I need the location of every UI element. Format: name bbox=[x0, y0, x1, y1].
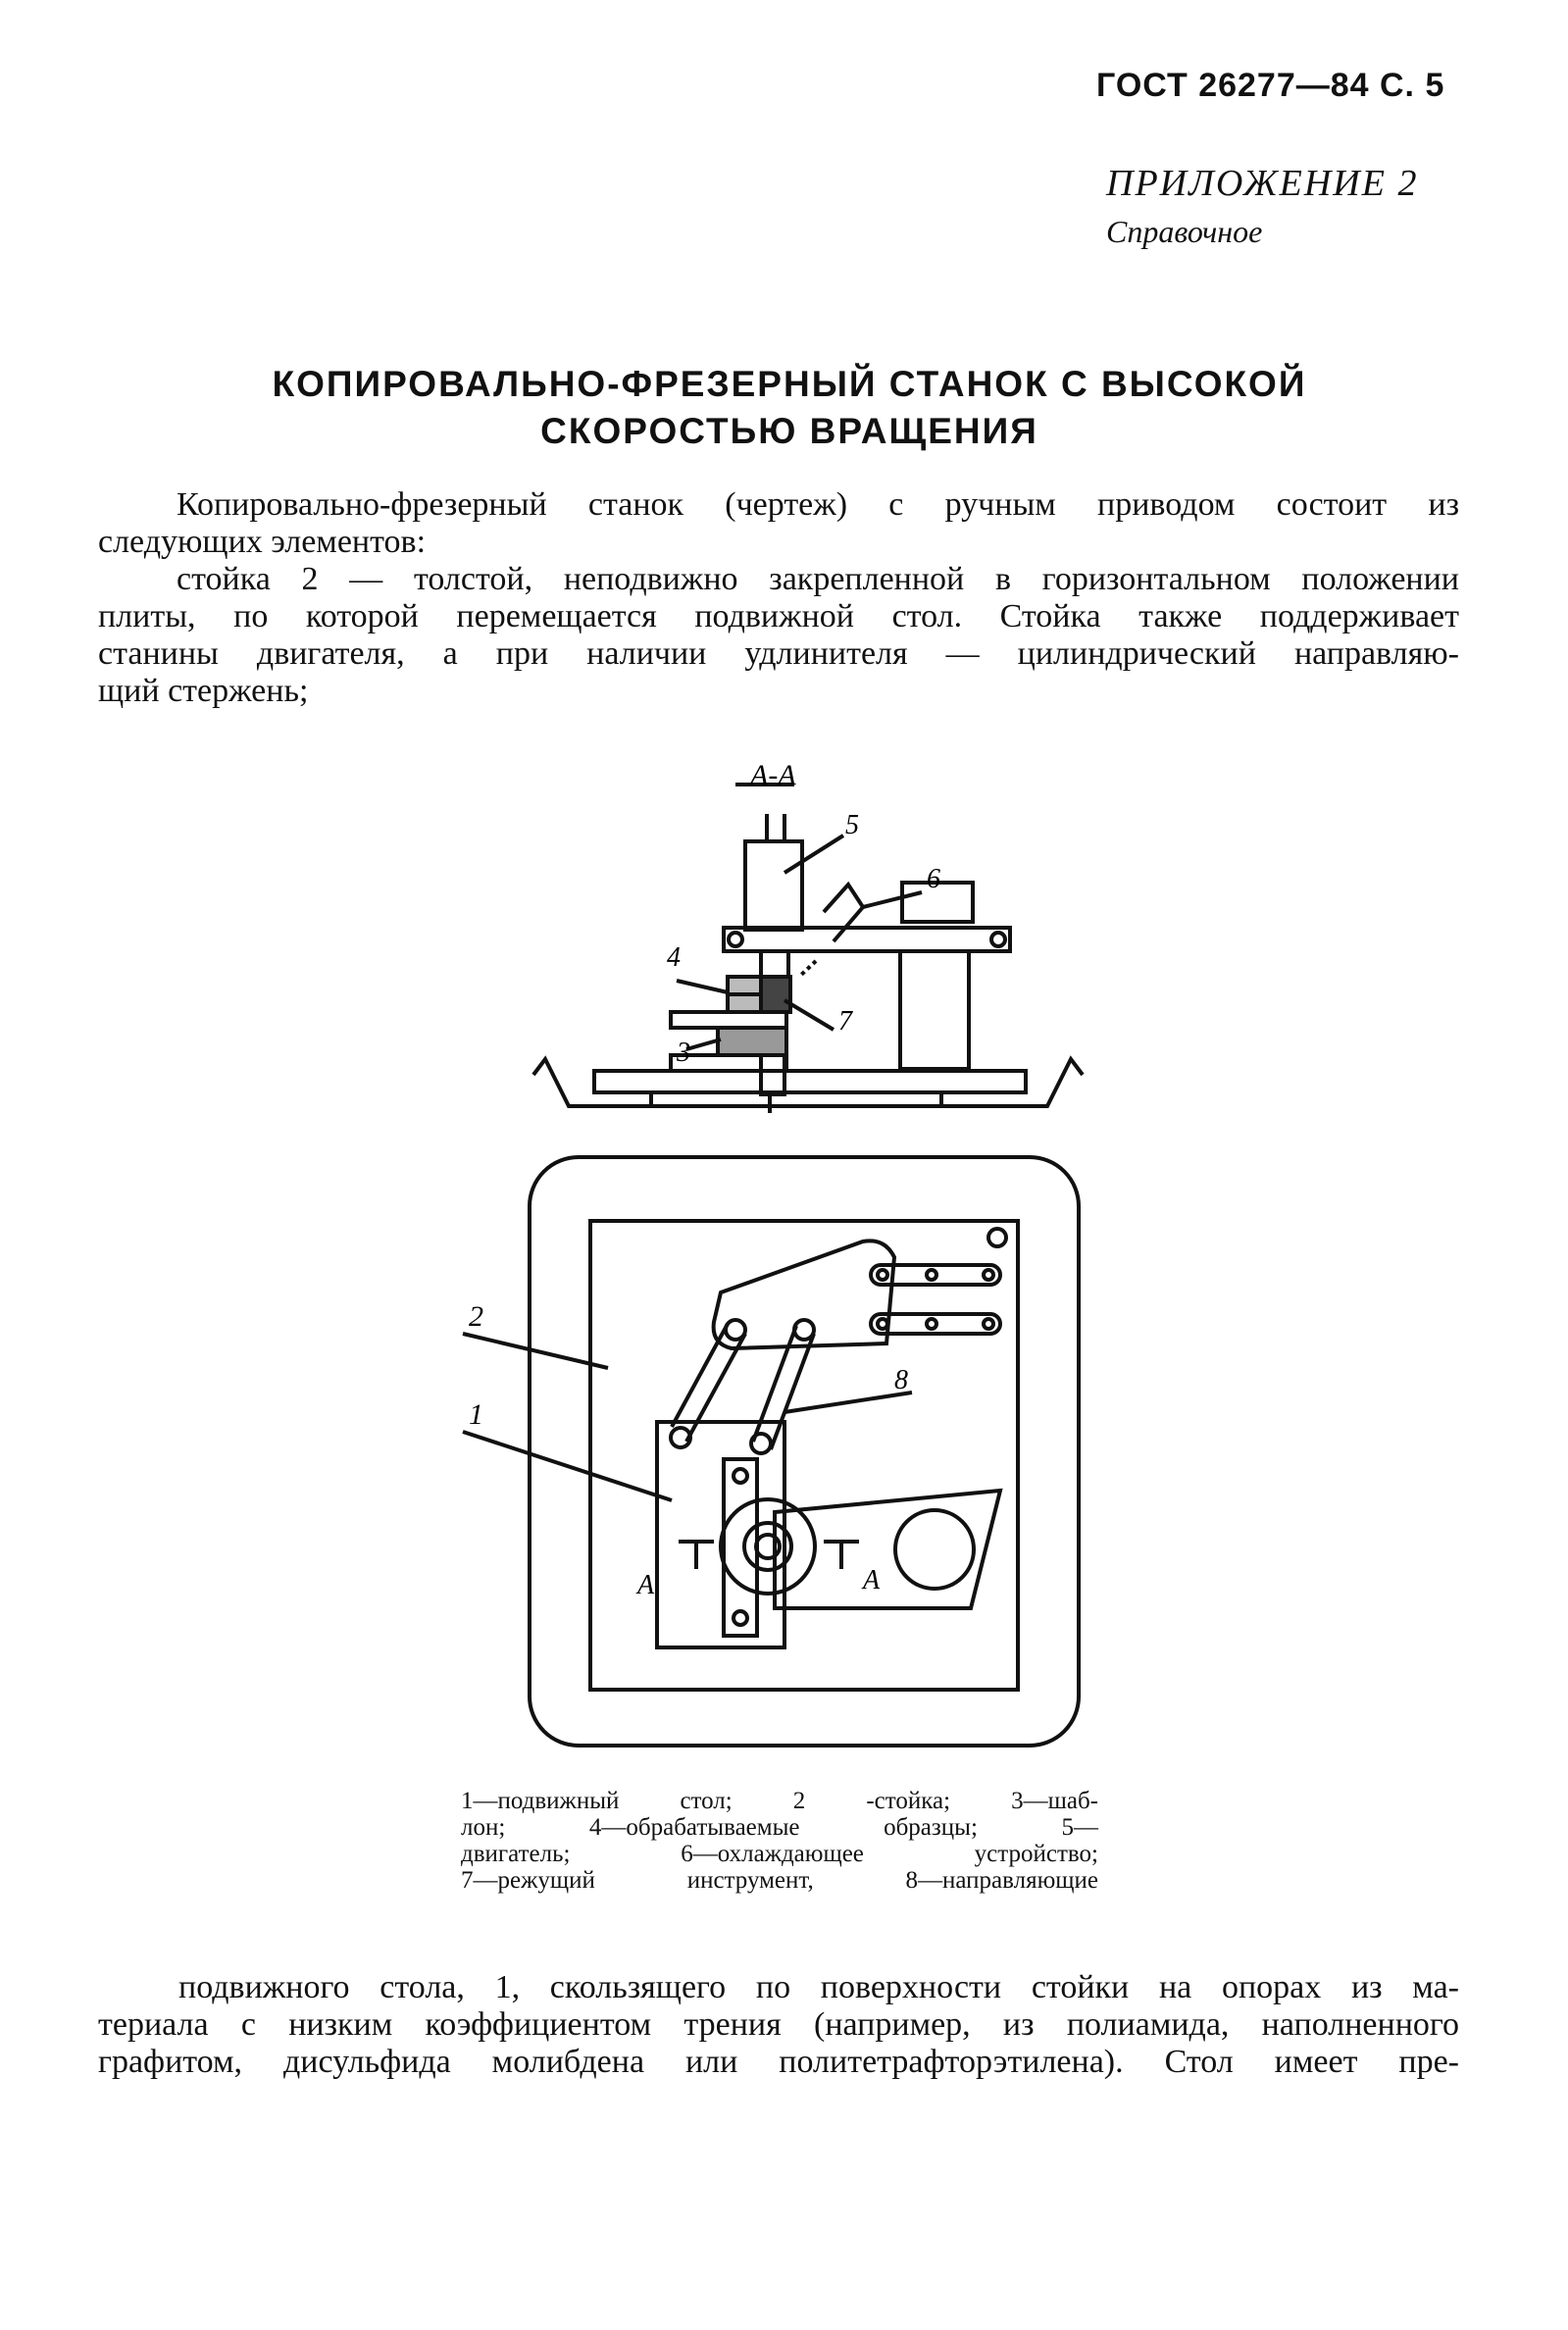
caption-line4: 7—режущий инструмент, 8—направляющие bbox=[461, 1867, 1098, 1894]
label-7: 7 bbox=[838, 1006, 852, 1037]
caption-line1: 1—подвижный стол; 2 -стойка; 3—шаб- bbox=[461, 1788, 1098, 1814]
intro-line1: Копировально-фрезерный станок (чертеж) с ручным приводом состоит из bbox=[177, 486, 1459, 523]
intro-line6: щий стержень; bbox=[98, 673, 309, 709]
page-title-line2: СКОРОСТЬЮ ВРАЩЕНИЯ bbox=[540, 411, 1038, 451]
intro-line4: плиты, по которой перемещается подвижной стол. Стойка также поддерживает bbox=[98, 598, 1459, 634]
label-a-left: А bbox=[637, 1570, 655, 1600]
continuation-line3: графитом, дисульфида молибдена или политетрафторэтилена). Стол имеет пре- bbox=[98, 2044, 1459, 2080]
tray bbox=[533, 1059, 1083, 1106]
page-title-line1: КОПИРОВАЛЬНО-ФРЕЗЕРНЫЙ СТАНОК С ВЫСОКОЙ bbox=[272, 364, 1307, 404]
label-1: 1 bbox=[469, 1398, 483, 1431]
label-3: 3 bbox=[677, 1038, 690, 1068]
caption-line3: двигатель; 6—охлаждающее устройство; bbox=[461, 1841, 1098, 1867]
motor bbox=[745, 841, 802, 930]
continuation-line1: подвижного стола, 1, скользящего по поверхности стойки на опорах из ма- bbox=[178, 1969, 1459, 2005]
label-5: 5 bbox=[845, 810, 859, 840]
label-2: 2 bbox=[469, 1300, 483, 1333]
column bbox=[900, 951, 969, 1069]
label-8: 8 bbox=[894, 1365, 908, 1395]
intro-line2: следующих элементов: bbox=[98, 524, 427, 560]
section-label: А-А bbox=[750, 759, 796, 791]
stand-plate bbox=[590, 1221, 1018, 1690]
base-plate bbox=[594, 1071, 1026, 1092]
figure-caption bbox=[461, 1788, 1098, 1894]
caption-line2: лон; 4—обрабатываемые образцы; 5— bbox=[461, 1814, 1098, 1841]
intro-line3: стойка 2 — толстой, неподвижно закрепленной в горизонтальном положении bbox=[177, 561, 1459, 597]
standard-reference: ГОСТ 26277—84 С. 5 bbox=[1096, 67, 1445, 104]
appendix-type: Справочное bbox=[1106, 214, 1263, 249]
label-4: 4 bbox=[667, 942, 681, 973]
guide-arm bbox=[714, 1241, 894, 1348]
label-6: 6 bbox=[927, 864, 940, 894]
continuation-line2: териала с низким коэффициентом трения (например, из полиамида, наполненного bbox=[98, 2006, 1459, 2043]
intro-line5: станины двигателя, а при наличии удлинителя — цилиндрический направляю- bbox=[98, 635, 1459, 672]
label-a-right: А bbox=[863, 1565, 881, 1596]
appendix-label: ПРИЛОЖЕНИЕ 2 bbox=[1106, 163, 1419, 204]
